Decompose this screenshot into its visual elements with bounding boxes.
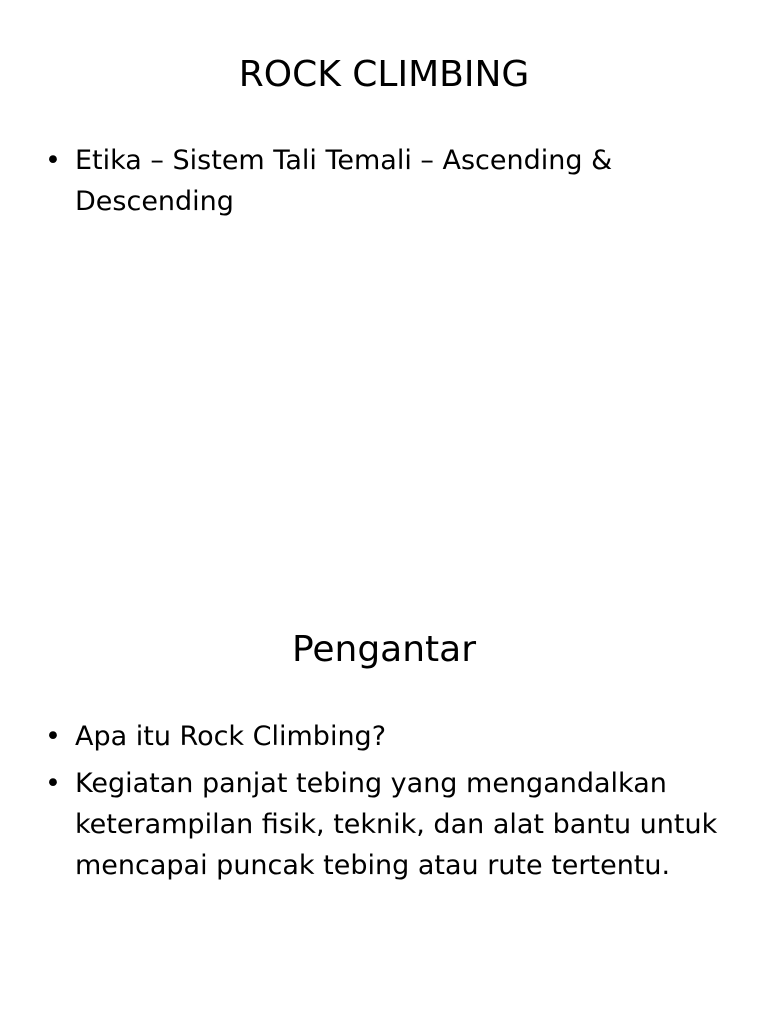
bullet-dot-icon: • [45, 145, 61, 176]
bullet-dot-icon: • [45, 768, 61, 799]
bullet-item [0, 716, 768, 757]
bullet-item [0, 140, 768, 222]
bullet-text: Etika – Sistem Tali Temali – Ascending & Descending [75, 145, 613, 217]
bullet-text: Apa itu Rock Climbing? [75, 721, 387, 752]
bullet-list [0, 140, 768, 228]
slide-2 [0, 512, 768, 1024]
bullet-list [0, 716, 768, 892]
slide-title: ROCK CLIMBING [238, 54, 530, 95]
bullet-item [0, 763, 768, 886]
bullet-dot-icon: • [45, 721, 61, 752]
bullet-text: Kegiatan panjat tebing yang mengandalkan keterampilan fisik, teknik, dan alat bantu untuk mencapai puncak tebing atau rute tertentu. [75, 768, 718, 881]
slide-title: Pengantar [291, 629, 477, 670]
